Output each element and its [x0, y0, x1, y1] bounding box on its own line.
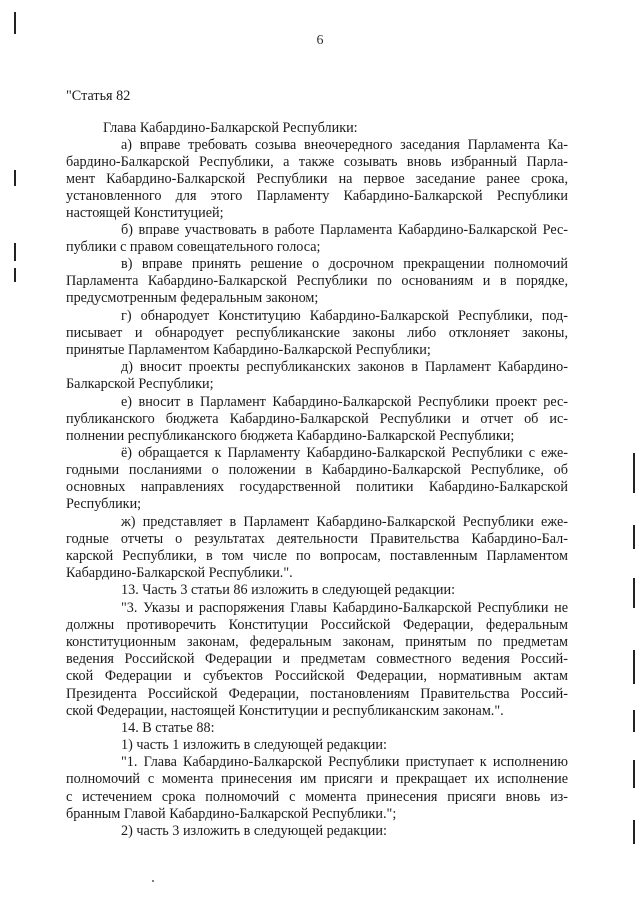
scan-mark: [633, 820, 635, 844]
text-line: ж) представляет в Парламент Кабардино-Балкарской Республики еже-: [121, 514, 568, 530]
text-line: Глава Кабардино-Балкарской Республики:: [103, 120, 358, 136]
scan-mark: [14, 243, 16, 261]
scan-mark: [14, 268, 16, 282]
text-line: принятые Парламентом Кабардино-Балкарской Республики;: [66, 342, 431, 358]
text-line: бардино-Балкарской Республики, а также созывать вновь избранный Парла-: [66, 154, 568, 170]
text-line: "3. Указы и распоряжения Главы Кабардино-Балкарской Республики не: [121, 600, 568, 616]
text-line: Президента Российской Федерации, постановлениям Правительства Россий-: [66, 686, 568, 702]
text-line: Кабардино-Балкарской Республики.".: [66, 565, 293, 581]
text-line: г) обнародует Конституцию Кабардино-Балкарской Республики, под-: [121, 308, 568, 324]
text-line: в) вправе принять решение о досрочном прекращении полномочий: [121, 256, 568, 272]
text-line: б) вправе участвовать в работе Парламента Кабардино-Балкарской Рес-: [121, 222, 568, 238]
text-line: должны противоречить Конституции Российской Федерации, федеральным: [66, 617, 568, 633]
text-line: карской Республики, в том числе по вопросам, поставленным Парламентом: [66, 548, 568, 564]
text-line: бранным Главой Кабардино-Балкарской Республики.";: [66, 806, 397, 822]
text-line: "1. Глава Кабардино-Балкарской Республики приступает к исполнению: [121, 754, 568, 770]
text-line: публики с правом совещательного голоса;: [66, 239, 321, 255]
text-line: Балкарской Республики;: [66, 376, 214, 392]
scan-mark: [633, 453, 635, 493]
text-line: предусмотренным федеральным законом;: [66, 290, 319, 306]
text-line: ё) обращается к Парламенту Кабардино-Балкарской Республики с еже-: [121, 445, 568, 461]
text-line: писывает и обнародует республиканские законы либо отклоняет законы,: [66, 325, 568, 341]
text-line: 1) часть 1 изложить в следующей редакции:: [121, 737, 387, 753]
text-line: публиканского бюджета Кабардино-Балкарской Республики и отчет об ис-: [66, 411, 568, 427]
text-line: а) вправе требовать созыва внеочередного заседания Парламента Ка-: [121, 137, 568, 153]
text-line: Парламента Кабардино-Балкарской Республики по основаниям и в порядке,: [66, 273, 568, 289]
text-line: ской Федерации, настоящей Конституции и республиканским законам.".: [66, 703, 504, 719]
text-line: настоящей Конституцией;: [66, 205, 224, 221]
text-line: "Статья 82: [66, 88, 131, 104]
text-line: с истечением срока полномочий с момента принесения присяги вновь из-: [66, 789, 568, 805]
text-line: 14. В статье 88:: [121, 720, 215, 736]
text-line: 2) часть 3 изложить в следующей редакции:: [121, 823, 387, 839]
text-line: ведения Российской Федерации и предметам совместного ведения Россий-: [66, 651, 568, 667]
text-line: полномочий с момента принесения им присяги и прекращает их исполнение: [66, 771, 568, 787]
scan-mark: [633, 710, 635, 732]
text-line: конституционным законам, федеральным законам, принятым по предметам: [66, 634, 568, 650]
text-line: полнении республиканского бюджета Кабардино-Балкарской Республики;: [66, 428, 515, 444]
text-line: 13. Часть 3 статьи 86 изложить в следующей редакции:: [121, 582, 456, 598]
text-line: годными посланиями о положении в Кабардино-Балкарской Республике, об: [66, 462, 568, 478]
text-line: основных направлениях государственной политики Кабардино-Балкарской: [66, 479, 568, 495]
text-line: годные отчеты о результатах деятельности Правительства Кабардино-Бал-: [66, 531, 568, 547]
scan-mark: [633, 525, 635, 549]
scan-mark: [14, 170, 16, 186]
scan-mark: [633, 578, 635, 608]
text-line: мент Кабардино-Балкарской Республики на первое заседание ранее срока,: [66, 171, 568, 187]
text-line: д) вносит проекты республиканских законов в Парламент Кабардино-: [121, 359, 568, 375]
scan-dot: [152, 880, 154, 882]
text-line: установленного для этого Парламенту Кабардино-Балкарской Республики: [66, 188, 568, 204]
text-line: е) вносит в Парламент Кабардино-Балкарской Республики проект рес-: [121, 394, 568, 410]
scan-mark: [14, 12, 16, 34]
scan-mark: [633, 650, 635, 684]
text-line: Республики;: [66, 496, 142, 512]
page-number: 6: [316, 33, 324, 48]
text-line: ской Федерации и субъектов Российской Федерации, нормативным актам: [66, 668, 568, 684]
scan-mark: [633, 760, 635, 788]
